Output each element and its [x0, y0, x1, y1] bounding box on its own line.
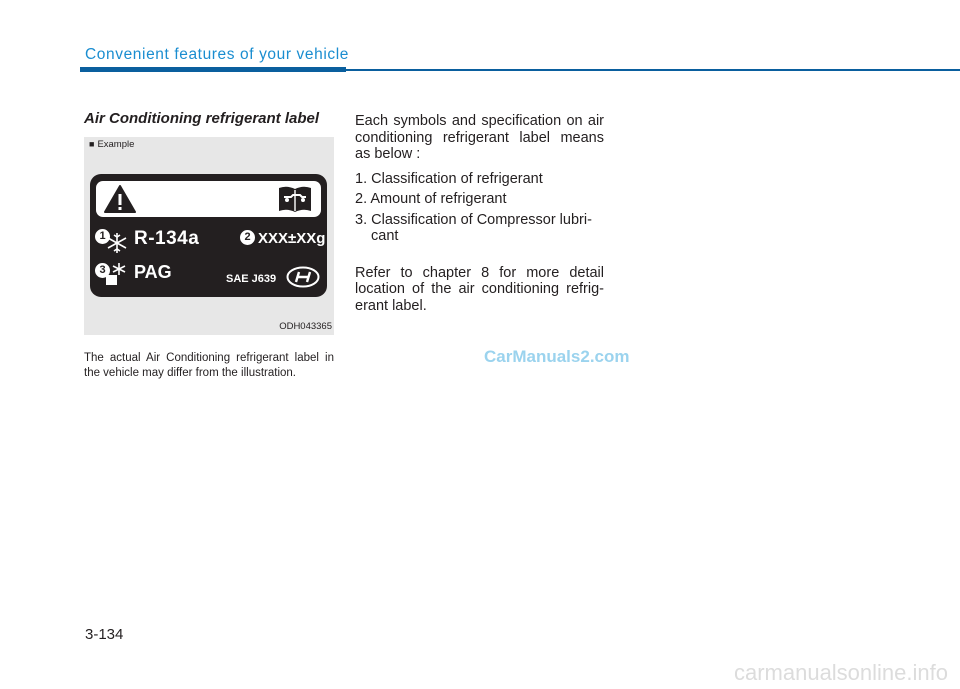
header-accent-bar: [80, 67, 346, 72]
figure-code: ODH043365: [279, 321, 332, 332]
right-column: [355, 113, 604, 314]
refrigerant-type-text: R-134a: [134, 228, 200, 249]
refrigerant-snowflake-icon: [106, 232, 128, 254]
badge-1: 1: [95, 229, 110, 244]
specification-list: [355, 171, 604, 245]
page-number: 3-134: [85, 626, 124, 643]
sae-standard-text: SAE J639: [226, 273, 277, 285]
figure-caption: [89, 139, 134, 150]
refrigerant-label-plate: [90, 174, 327, 297]
warning-triangle-icon: [103, 184, 137, 214]
badge-2: 2: [240, 230, 255, 245]
square-bullet-icon: ■: [89, 139, 95, 149]
hyundai-logo-icon: [286, 266, 320, 288]
site-watermark[interactable]: CarManuals2.com: [484, 347, 630, 366]
intro-paragraph: Each symbols and specification on air conditioning refrigerant label means as below :: [355, 113, 604, 162]
reference-paragraph: Refer to chapter 8 for more detail location of the air conditioning refrig- erant label.: [355, 264, 604, 314]
label-figure: [84, 137, 334, 335]
section-heading: Air Conditioning refrigerant label: [84, 110, 320, 127]
manual-book-icon: [277, 184, 313, 214]
section-header-title: Convenient features of your vehicle: [85, 46, 349, 63]
label-banner: [96, 181, 321, 217]
list-item: 1. Classification of refrigerant: [355, 170, 543, 187]
footer-watermark[interactable]: carmanualsonline.info: [733, 660, 948, 685]
refrigerant-amount-text: XXX±XXg: [258, 230, 326, 247]
figure-caption-text: Example: [97, 139, 135, 150]
list-item: 2. Amount of refrigerant: [355, 191, 507, 207]
figure-note: The actual Air Conditioning refrigerant label in the vehicle may differ from the illustration.: [84, 352, 334, 379]
left-column: [84, 110, 334, 381]
lubricant-type-text: PAG: [134, 262, 172, 282]
header-rule: [346, 69, 960, 71]
badge-3: 3: [95, 263, 110, 278]
list-item: 3. Classification of Compressor lubri- cant: [355, 211, 592, 244]
compressor-lubricant-icon: [105, 262, 131, 286]
